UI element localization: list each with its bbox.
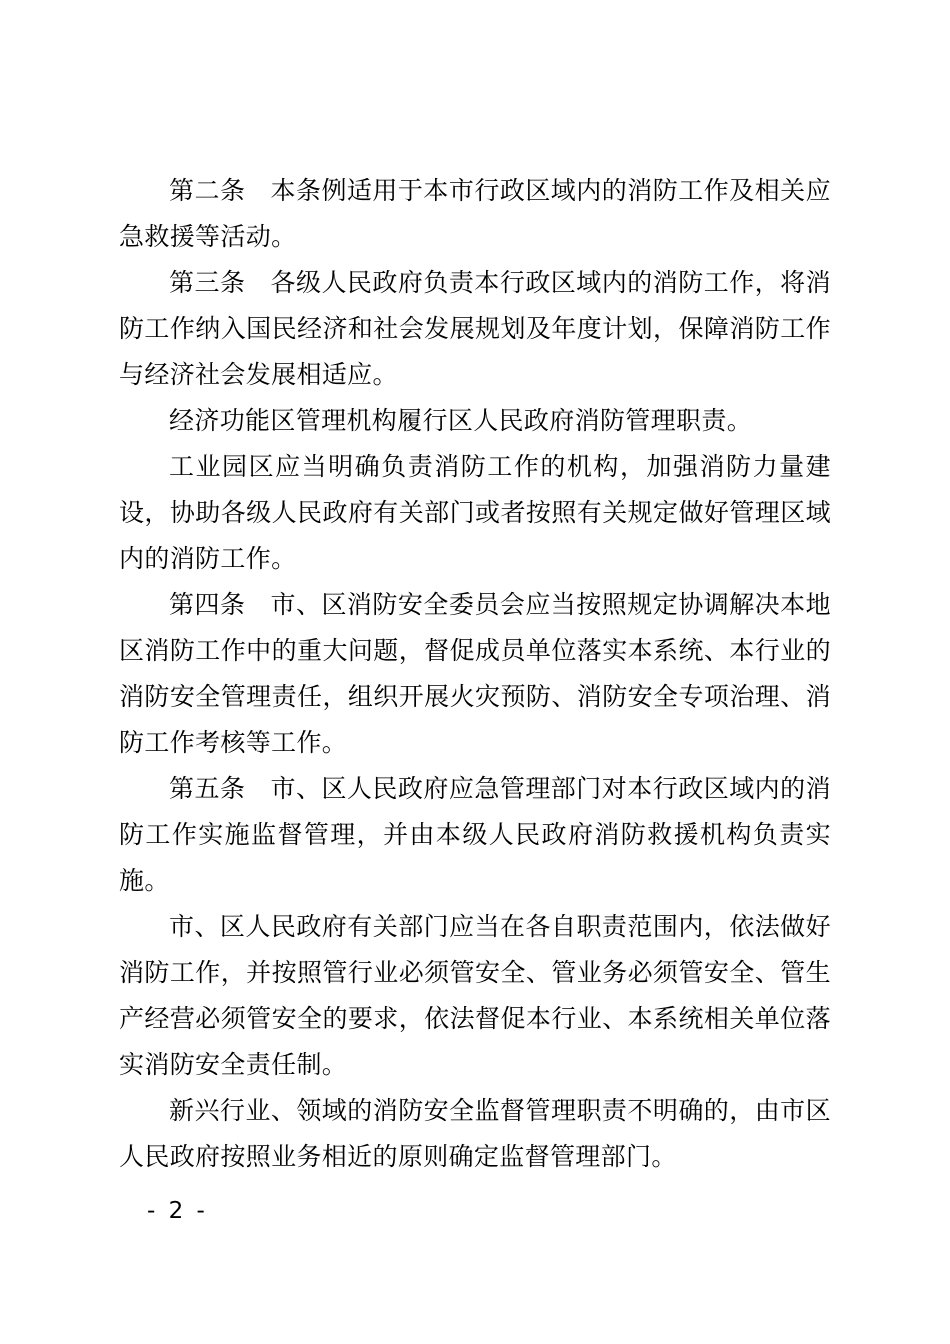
article-3-paragraph bbox=[119, 260, 831, 398]
article-number: 第三条 bbox=[169, 268, 246, 297]
article-4-paragraph bbox=[119, 582, 831, 766]
page-number: - 2 - bbox=[147, 1198, 208, 1224]
article-number: 第五条 bbox=[169, 774, 246, 803]
article-5-clause-emerging-industries bbox=[119, 1088, 831, 1180]
regulation-body bbox=[119, 168, 831, 1180]
article-5-clause-departments bbox=[119, 904, 831, 1088]
paragraph-text: 工业园区应当明确负责消防工作的机构，加强消防力量建设，协助各级人民政府有关部门或者按照有关规定做好管理区域内的消防工作。 bbox=[119, 452, 831, 573]
article-number: 第四条 bbox=[169, 590, 246, 619]
paragraph-text: 市、区人民政府应急管理部门对本行政区域内的消防工作实施监督管理，并由本级人民政府消防救援机构负责实施。 bbox=[119, 774, 832, 895]
article-2-paragraph bbox=[119, 168, 831, 260]
paragraph-text: 经济功能区管理机构履行区人民政府消防管理职责。 bbox=[169, 406, 753, 435]
article-number: 第二条 bbox=[169, 176, 246, 205]
paragraph-text: 新兴行业、领域的消防安全监督管理职责不明确的，由市区人民政府按照业务相近的原则确定监督管理部门。 bbox=[119, 1096, 831, 1171]
article-3-clause-economic-zones bbox=[119, 398, 831, 444]
paragraph-text: 各级人民政府负责本行政区域内的消防工作，将消防工作纳入国民经济和社会发展规划及年度计划，保障消防工作与经济社会发展相适应。 bbox=[119, 268, 832, 389]
paragraph-text: 市、区消防安全委员会应当按照规定协调解决本地区消防工作中的重大问题，督促成员单位落实本系统、本行业的消防安全管理责任，组织开展火灾预防、消防安全专项治理、消防工作考核等工作。 bbox=[119, 590, 832, 757]
article-5-paragraph bbox=[119, 766, 831, 904]
paragraph-text: 市、区人民政府有关部门应当在各自职责范围内，依法做好消防工作，并按照管行业必须管安全、管业务必须管安全、管生产经营必须管安全的要求，依法督促本行业、本系统相关单位落实消防安全责任制。 bbox=[119, 912, 831, 1079]
article-3-clause-industrial-parks bbox=[119, 444, 831, 582]
paragraph-text: 本条例适用于本市行政区域内的消防工作及相关应急救援等活动。 bbox=[119, 176, 832, 251]
